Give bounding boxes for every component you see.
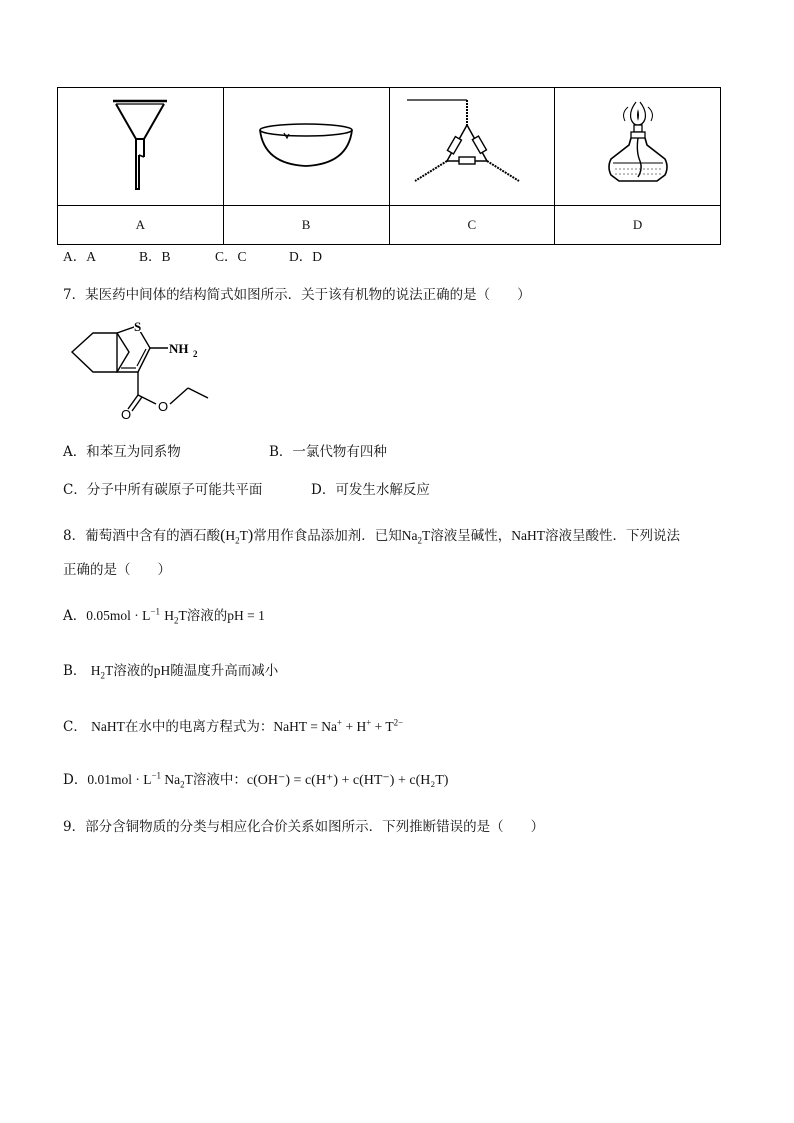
cyclohexane-ring [72,333,129,372]
q7-stem: 7．某医药中间体的结构简式如图所示．关于该有机物的说法正确的是（ ） [63,287,531,303]
apparatus-label-a: A [58,206,224,245]
q6-option-c[interactable]: C．C [215,249,247,264]
amine-label: NH [169,341,189,356]
apparatus-cell-c [389,88,555,206]
q8-h2t-formula: $H_2T$ [225,528,248,546]
q8-stem-part4: 溶液呈酸性．下列说法 [545,528,680,544]
apparatus-table [57,87,721,245]
q7-option-d[interactable]: D．可发生水解反应 [311,482,430,498]
q8-option-a[interactable]: A．$0.05mol \cdot L^{-1}$ $H_2T$溶液的pH = 1 [63,606,265,626]
sulfur-atom-label: S [134,319,142,334]
q8-stem-part1: 8．葡萄酒中含有的酒石酸 [63,528,221,544]
apparatus-image-row [58,88,721,206]
q8-stem-part2: 常用作食品添加剂．已知 [253,528,402,544]
q6-options [63,248,322,266]
q6-option-a[interactable]: A．A [63,249,96,264]
alcohol-lamp-icon [603,97,673,192]
q8-option-d[interactable]: D．$0.01mol \cdot L^{-1}$ $Na_2T$溶液中：c(OH⁻) = c(H⁺) + c(HT⁻) + c(H₂T) [63,770,449,790]
q7-option-c[interactable]: C．分子中所有碳原子可能共平面 [63,482,263,498]
carbonyl-oxygen-label: O [121,407,132,422]
apparatus-cell-a [58,88,224,206]
apparatus-cell-b [223,88,389,206]
q8-stem-part3: 溶液呈碱性， [430,528,512,544]
q8-option-c[interactable]: C． NaHT在水中的电离方程式为：NaHT = $Na^+ + H^+ + T^{2-}$ [63,717,404,735]
q9-stem: 9．部分含铜物质的分类与相应化合价关系如图所示．下列推断错误的是（ ） [63,819,545,835]
clay-triangle-icon [407,95,537,195]
funnel-icon [110,95,170,195]
q7-structure-diagram [60,318,220,428]
q8-na2t-formula: $Na_2T$ [401,528,431,546]
evaporating-dish-icon [256,120,356,170]
q6-option-b[interactable]: B．B [139,249,171,264]
ester-oxygen-label: O [158,399,169,414]
apparatus-label-b: B [223,206,389,245]
apparatus-label-d: D [555,206,721,245]
apparatus-label-row [58,206,721,245]
apparatus-cell-d [555,88,721,206]
apparatus-label-c: C [389,206,555,245]
q7-option-a[interactable]: A．和苯互为同系物 [63,444,181,460]
q7-option-b[interactable]: B．一氯代物有四种 [269,444,387,460]
q6-option-d[interactable]: D．D [289,249,322,264]
amine-subscript: 2 [193,349,198,359]
q8-stem-line2: 正确的是（ ） [63,562,171,578]
q8-stem-line1: 8．葡萄酒中含有的酒石酸$(H_2T)$常用作食品添加剂．已知$Na_2T$溶液呈碱性，NaHT溶液呈酸性．下列说法 [63,527,680,546]
q8-option-d-equation: c(OH⁻) = c(H⁺) + c(HT⁻) + c(H₂T) [246,773,449,788]
q8-naht-formula: NaHT [511,528,545,543]
q8-option-b[interactable]: B． $H_2T$溶液的pH随温度升高而减小 [63,663,279,681]
